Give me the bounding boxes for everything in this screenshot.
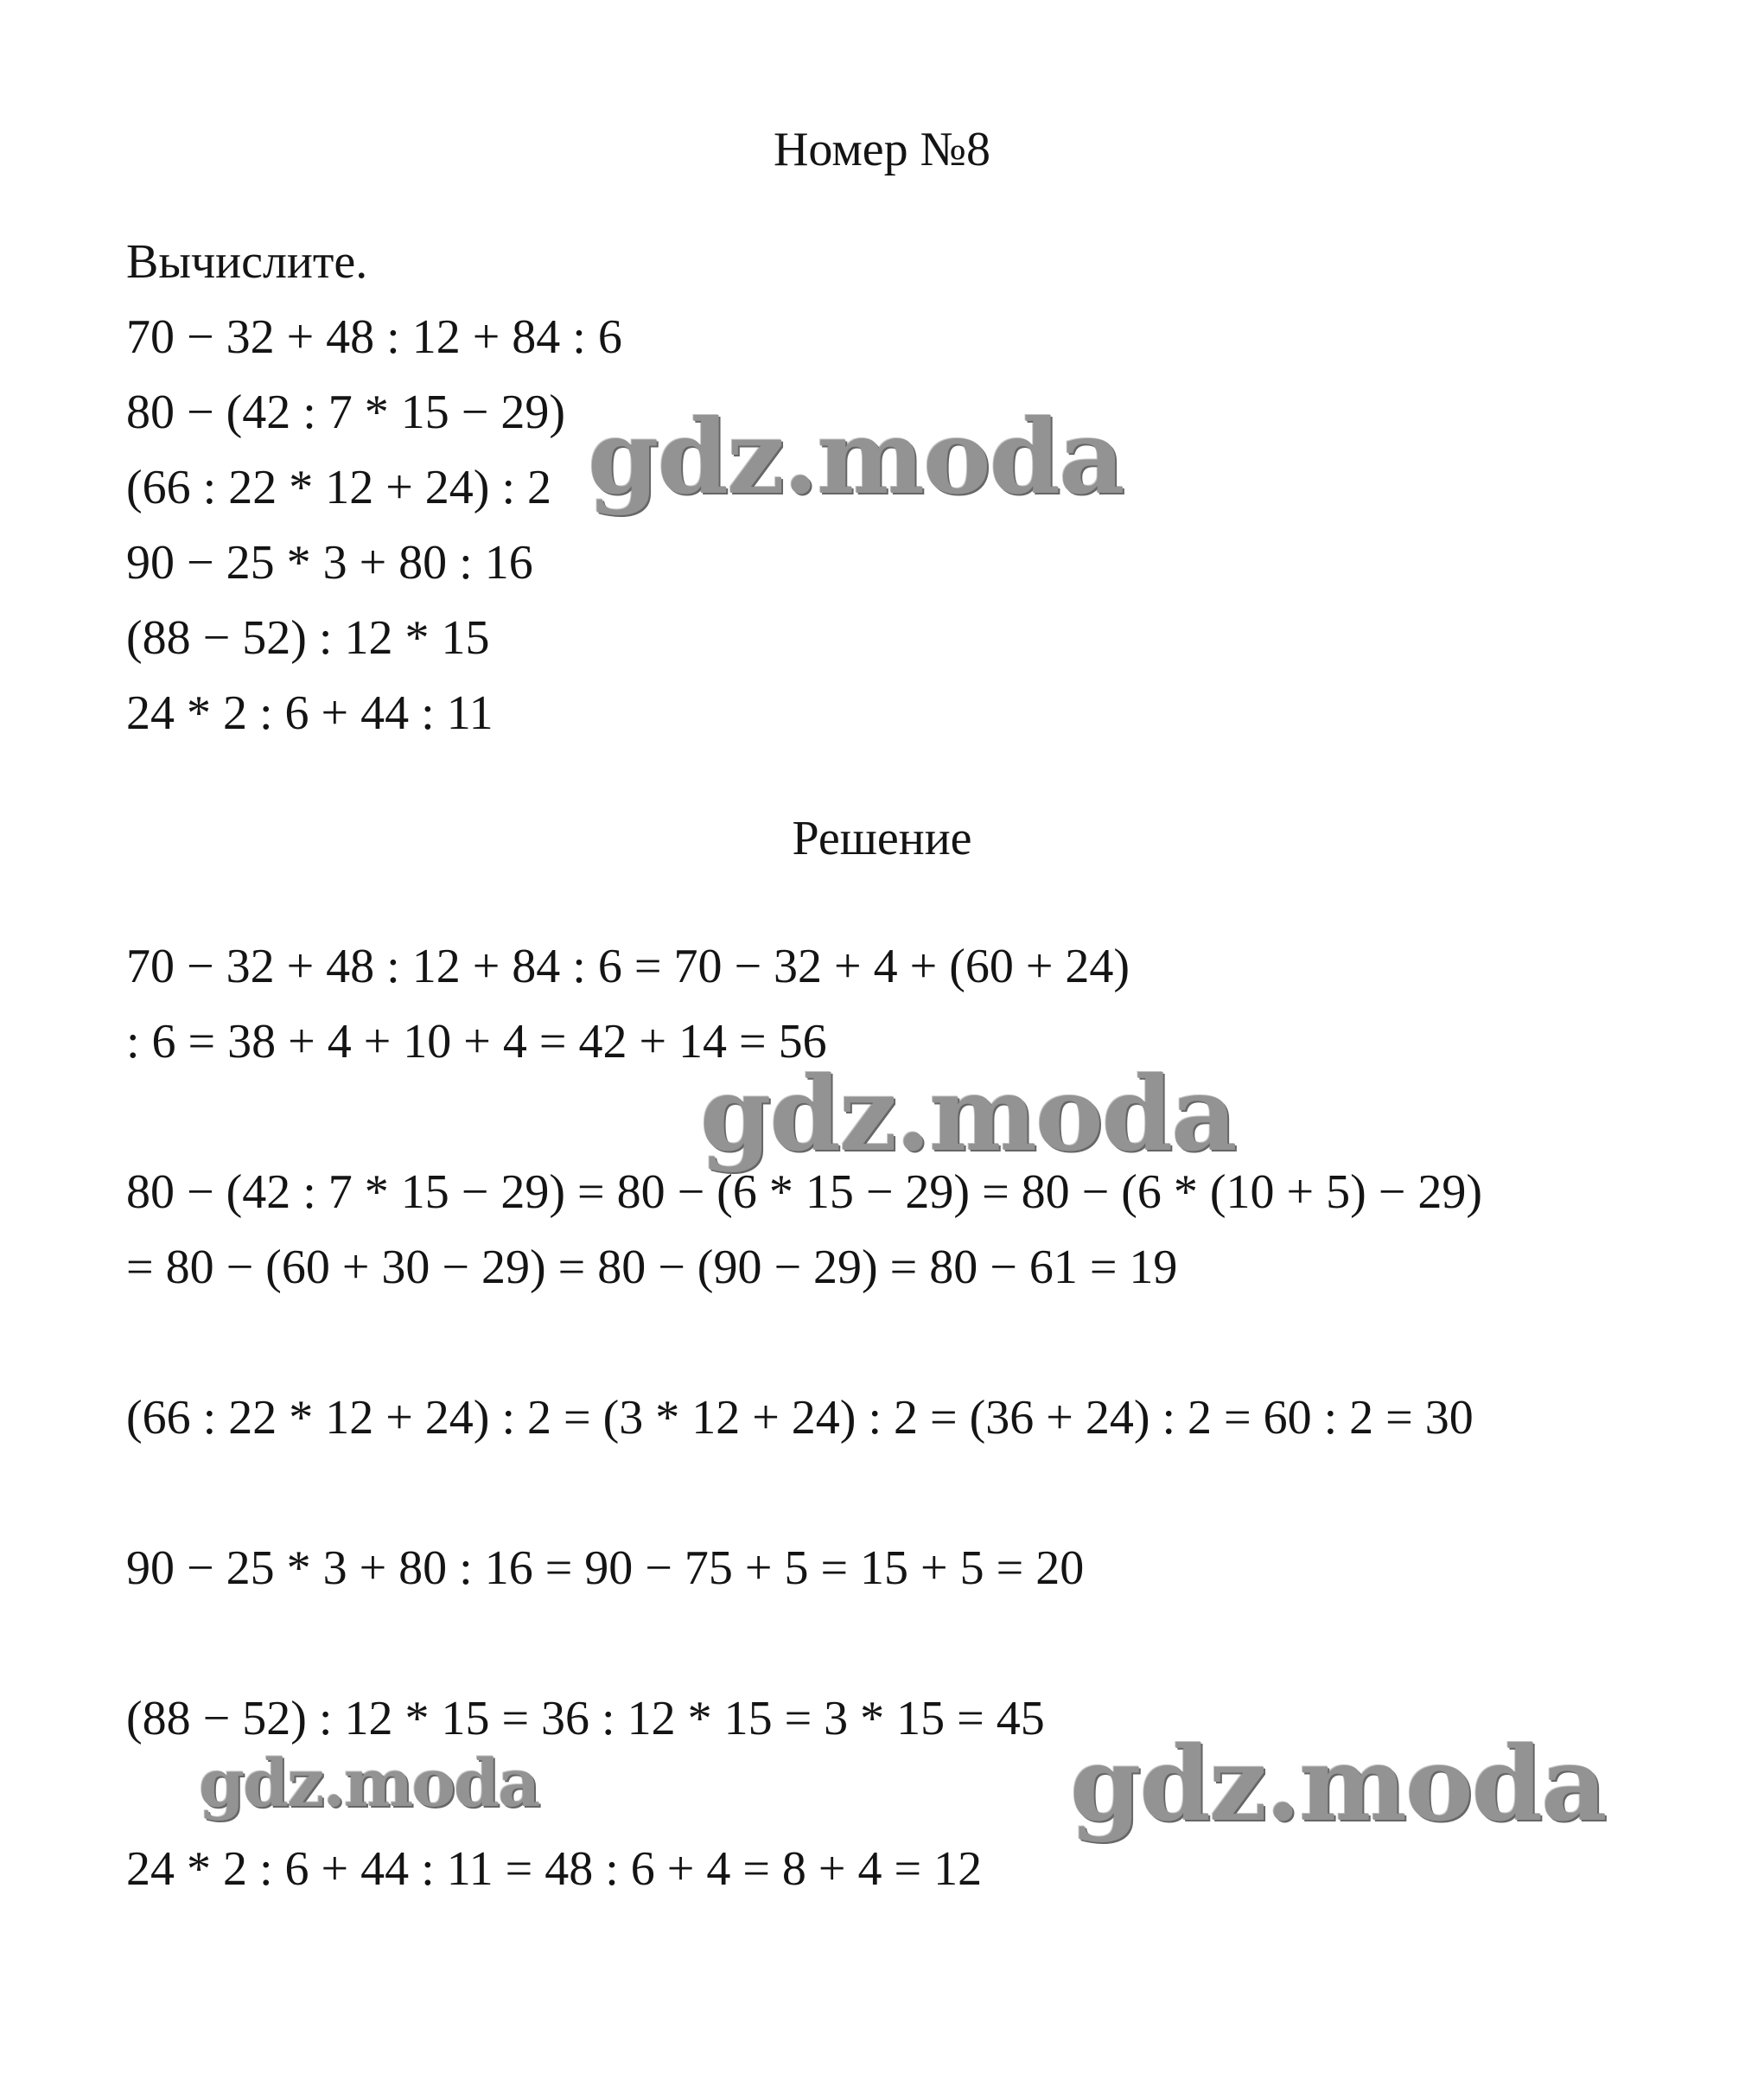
solution-line-4: = 80 − (60 + 30 − 29) = 80 − (90 − 29) = 80 − 61 = 19 <box>126 1241 1178 1294</box>
task-instruction: Вычислите. <box>126 235 368 289</box>
task-expression-5: (88 − 52) : 12 * 15 <box>126 611 490 665</box>
task-expression-4: 90 − 25 * 3 + 80 : 16 <box>126 536 533 590</box>
watermark-logo: gdz.moda <box>1070 1724 1606 1844</box>
task-expression-2: 80 − (42 : 7 * 15 − 29) <box>126 386 566 439</box>
solution-line-1: 70 − 32 + 48 : 12 + 84 : 6 = 70 − 32 + 4 + (60 + 24) <box>126 940 1130 993</box>
watermark-logo: gdz.moda <box>588 397 1124 517</box>
solution-line-2: : 6 = 38 + 4 + 10 + 4 = 42 + 14 = 56 <box>126 1015 827 1069</box>
watermark-logo: gdz.moda <box>199 1745 539 1821</box>
task-expression-6: 24 * 2 : 6 + 44 : 11 <box>126 686 494 740</box>
task-expression-1: 70 − 32 + 48 : 12 + 84 : 6 <box>126 310 622 364</box>
solution-line-6: 90 − 25 * 3 + 80 : 16 = 90 − 75 + 5 = 15 + 5 = 20 <box>126 1541 1085 1595</box>
watermark-logo: gdz.moda <box>700 1054 1236 1174</box>
solution-line-7: (88 − 52) : 12 * 15 = 36 : 12 * 15 = 3 * 15 = 45 <box>126 1692 1045 1745</box>
solution-line-5: (66 : 22 * 12 + 24) : 2 = (3 * 12 + 24) : 2 = (36 + 24) : 2 = 60 : 2 = 30 <box>126 1391 1474 1445</box>
solution-heading: Решение <box>792 812 972 865</box>
solution-line-3: 80 − (42 : 7 * 15 − 29) = 80 − (6 * 15 − 29) = 80 − (6 * (10 + 5) − 29) <box>126 1165 1482 1219</box>
task-expression-3: (66 : 22 * 12 + 24) : 2 <box>126 461 551 514</box>
page-title: Номер №8 <box>773 123 991 176</box>
solution-line-8: 24 * 2 : 6 + 44 : 11 = 48 : 6 + 4 = 8 + 4 = 12 <box>126 1842 983 1896</box>
